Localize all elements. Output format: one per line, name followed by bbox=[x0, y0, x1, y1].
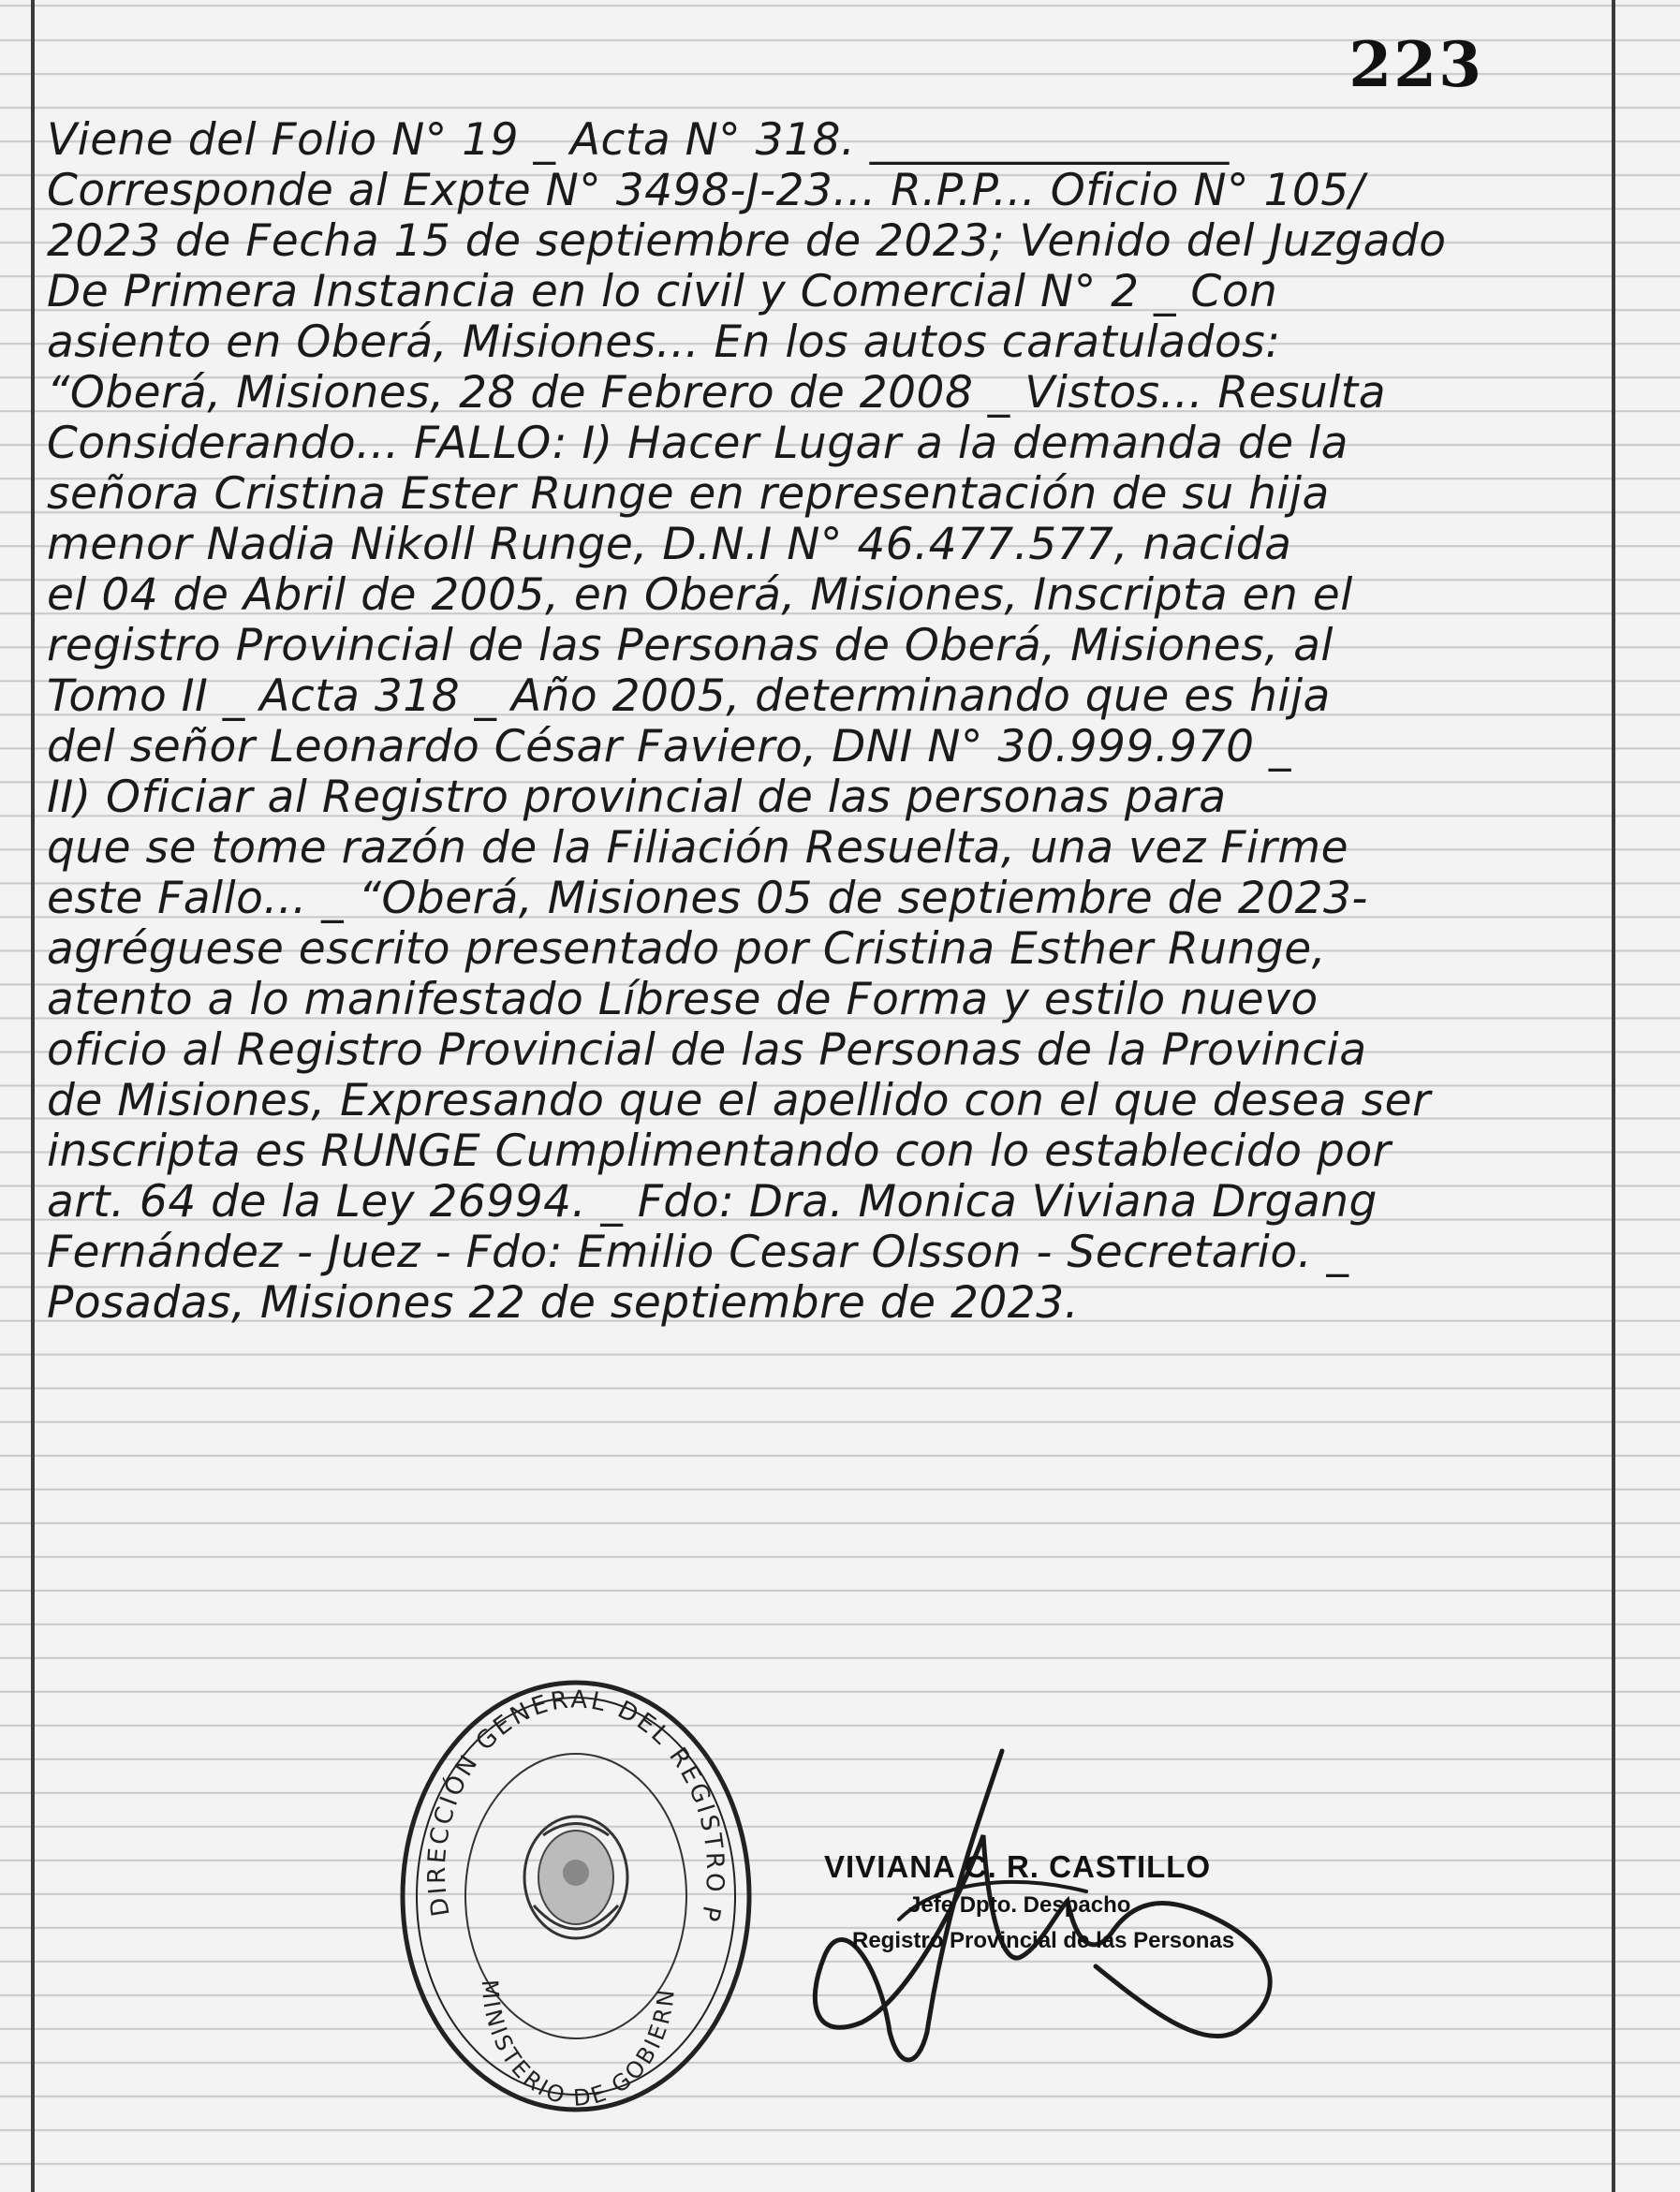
record-line: De Primera Instancia en lo civil y Comercial N° 2 _ Con bbox=[47, 266, 1278, 317]
record-line: el 04 de Abril de 2005, en Oberá, Misiones, Inscripta en el bbox=[47, 569, 1353, 621]
record-line: 2023 de Fecha 15 de septiembre de 2023; Venido del Juzgado bbox=[47, 215, 1447, 267]
record-line: Tomo II _ Acta 318 _ Año 2005, determinando que es hija bbox=[47, 670, 1331, 722]
record-line: Viene del Folio N° 19 _ Acta N° 318. ________________ bbox=[47, 114, 1230, 166]
right-margin-rule bbox=[1612, 0, 1615, 2192]
record-line: agréguese escrito presentado por Cristina Esther Runge, bbox=[47, 923, 1327, 975]
record-line: Fernández - Juez - Fdo: Emilio Cesar Olsson - Secretario. _ bbox=[47, 1227, 1349, 1278]
record-line: Considerando... FALLO: I) Hacer Lugar a la demanda de la bbox=[47, 418, 1348, 469]
record-line: II) Oficiar al Registro provincial de las personas para bbox=[47, 772, 1227, 823]
stamp-outer-text: DIRECCIÓN GENERAL DEL REGISTRO P bbox=[422, 1685, 729, 1927]
signatory-block bbox=[824, 1849, 1311, 1954]
record-line: de Misiones, Expresando que el apellido con el que desea ser bbox=[47, 1075, 1431, 1126]
record-line: asiento en Oberá, Misiones... En los autos caratulados: bbox=[47, 316, 1281, 368]
record-line: atento a lo manifestado Líbrese de Forma y estilo nuevo bbox=[47, 974, 1319, 1025]
left-margin-rule bbox=[31, 0, 35, 2192]
record-line: menor Nadia Nikoll Runge, D.N.I N° 46.477.577, nacida bbox=[47, 519, 1292, 570]
record-line: registro Provincial de las Personas de Oberá, Misiones, al bbox=[47, 620, 1334, 671]
coat-of-arms-icon bbox=[524, 1817, 627, 1938]
stamp-inner-text: MINISTERIO DE GOBIERN bbox=[476, 1979, 681, 2111]
signatory-name: VIVIANA C. R. CASTILLO bbox=[824, 1849, 1212, 1884]
record-line: este Fallo... _ “Oberá, Misiones 05 de septiembre de 2023- bbox=[47, 873, 1368, 924]
signatory-office: Registro Provincial de las Personas bbox=[852, 1928, 1235, 1953]
record-line: “Oberá, Misiones, 28 de Febrero de 2008 _ Vistos... Resulta bbox=[47, 367, 1386, 419]
record-line: Posadas, Misiones 22 de septiembre de 2023. bbox=[47, 1277, 1080, 1329]
record-line: que se tome razón de la Filiación Resuelta, una vez Firme bbox=[47, 822, 1349, 874]
record-line: del señor Leonardo César Faviero, DNI N° 30.999.970 _ bbox=[47, 721, 1291, 772]
record-line: señora Cristina Ester Runge en representación de su hija bbox=[47, 468, 1330, 520]
signatory-title: Jefe Dpto. Despacho bbox=[908, 1892, 1131, 1918]
record-line: inscripta es RUNGE Cumplimentando con lo establecido por bbox=[47, 1125, 1392, 1177]
official-seal-stamp bbox=[393, 1671, 759, 2121]
record-line: Corresponde al Expte N° 3498-J-23... R.P.P... Oficio N° 105/ bbox=[47, 165, 1365, 216]
folio-number: 223 bbox=[1348, 28, 1483, 101]
record-line: art. 64 de la Ley 26994. _ Fdo: Dra. Monica Viviana Drgang bbox=[47, 1176, 1378, 1228]
record-line: oficio al Registro Provincial de las Personas de la Provincia bbox=[47, 1024, 1367, 1076]
